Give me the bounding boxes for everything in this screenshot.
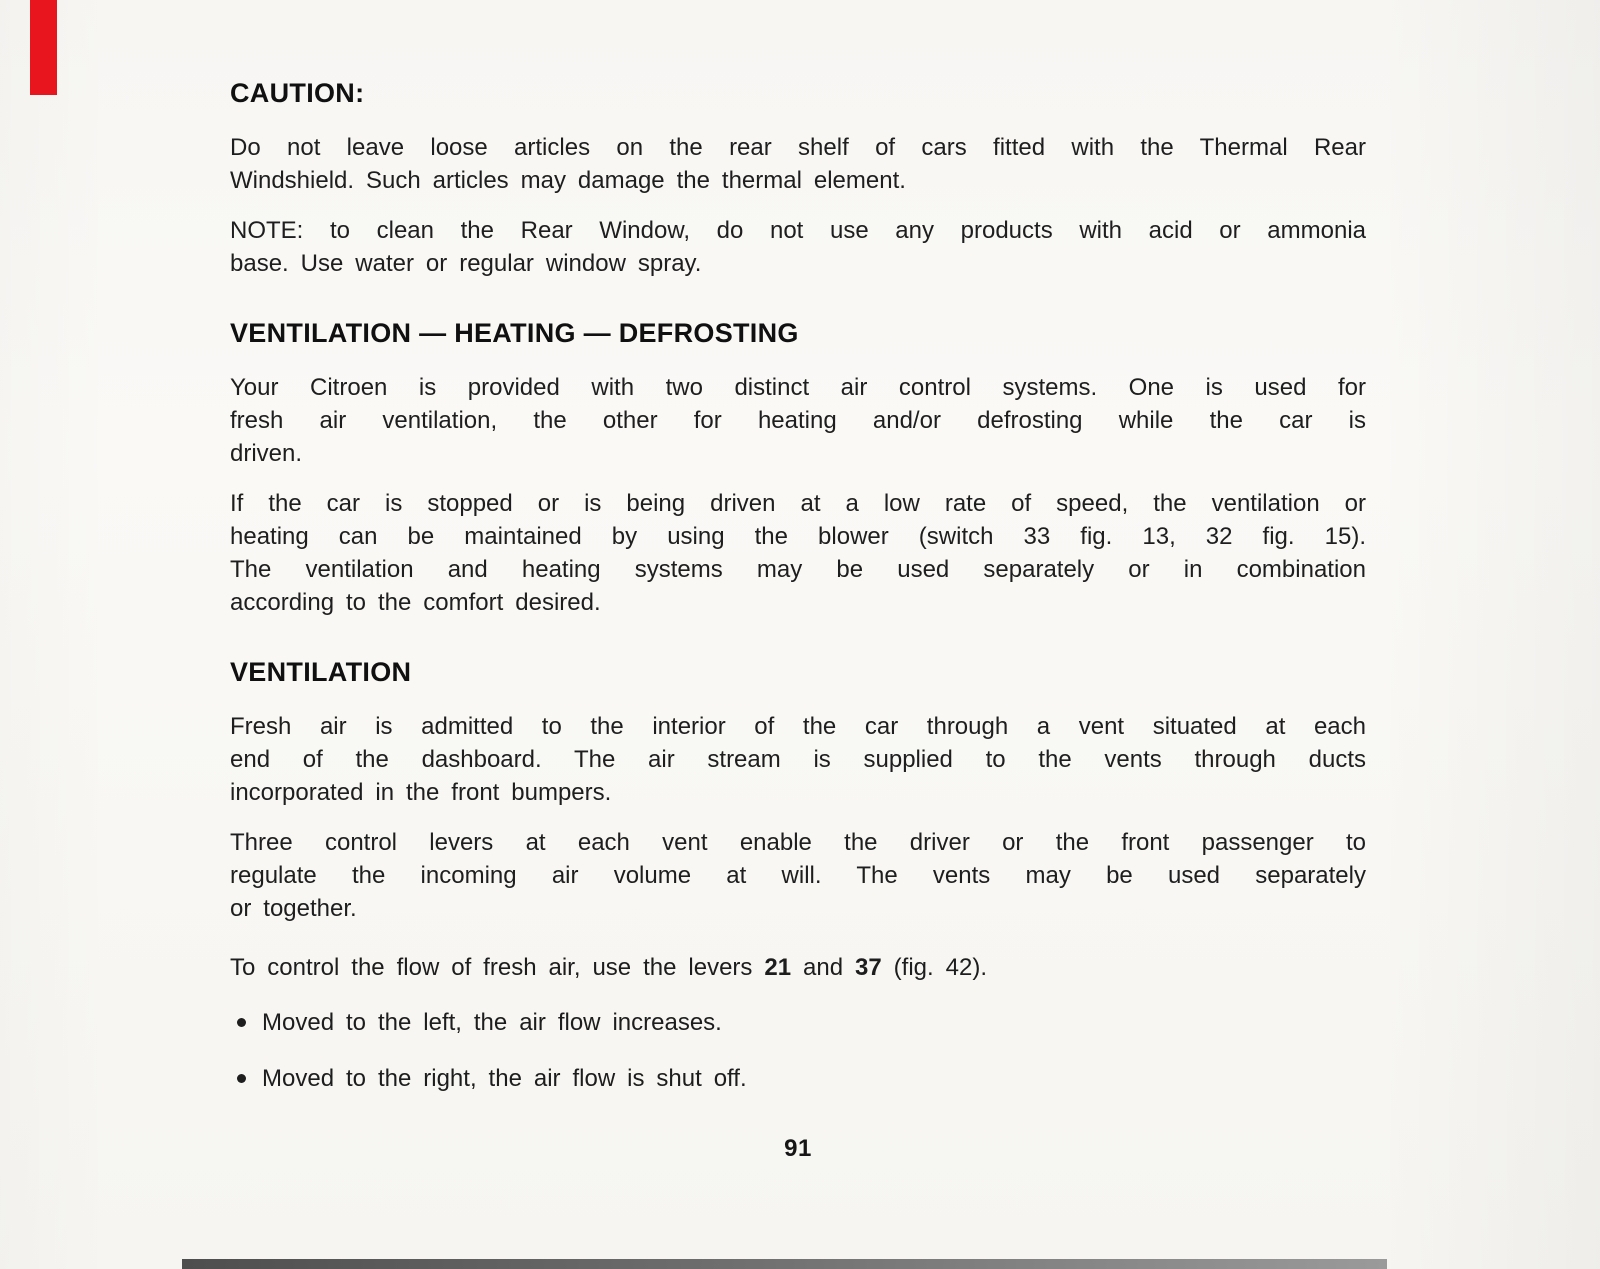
paragraph xyxy=(230,371,1366,470)
bullet-dot-icon xyxy=(237,1074,246,1083)
paragraph xyxy=(230,826,1366,925)
text-segment: To control the flow of fresh air, use the levers xyxy=(230,954,765,981)
bullet-text: Moved to the left, the air flow increases. xyxy=(262,1009,722,1036)
section-ventilation-heating-defrosting xyxy=(230,318,1366,619)
bullet-list xyxy=(230,1006,1366,1095)
paragraph xyxy=(230,214,1366,280)
bullet-text: Moved to the right, the air flow is shut off. xyxy=(262,1065,747,1092)
text-line: base. Use water or regular window spray. xyxy=(230,250,702,277)
page-bottom-edge xyxy=(182,1259,1387,1269)
text-line: fresh air ventilation, the other for heating and/or defrosting while the car is xyxy=(230,407,1366,434)
text-line: according to the comfort desired. xyxy=(230,589,601,616)
paragraph xyxy=(230,710,1366,809)
lever-number-37: 37 xyxy=(855,954,882,981)
text-line: Fresh air is admitted to the interior of the car through a vent situated at each xyxy=(230,713,1366,740)
section-ventilation xyxy=(230,657,1366,1163)
section-caution xyxy=(230,78,1366,280)
text-segment: (fig. 42). xyxy=(881,954,987,981)
red-index-tab xyxy=(30,0,57,95)
bullet-dot-icon xyxy=(237,1018,246,1027)
page-content xyxy=(230,78,1366,1163)
text-line: end of the dashboard. The air stream is supplied to the vents through ducts xyxy=(230,746,1366,773)
text-line: driven. xyxy=(230,440,303,467)
text-line: Do not leave loose articles on the rear shelf of cars fitted with the Thermal Rear xyxy=(230,134,1366,161)
text-line: or together. xyxy=(230,895,357,922)
ventilation-heading: VENTILATION xyxy=(230,657,412,687)
text-line: The ventilation and heating systems may be used separately or in combination xyxy=(230,556,1366,583)
text-line: If the car is stopped or is being driven at a low rate of speed, the ventilation or xyxy=(230,490,1366,517)
ventilation-heating-defrosting-heading: VENTILATION — HEATING — DEFROSTING xyxy=(230,318,799,348)
list-item xyxy=(230,1006,1366,1039)
list-item xyxy=(230,1062,1366,1095)
text-line: Windshield. Such articles may damage the thermal element. xyxy=(230,167,906,194)
lever-control-instruction xyxy=(230,951,1366,984)
text-line: heating can be maintained by using the blower (switch 33 fig. 13, 32 fig. 15). xyxy=(230,523,1366,550)
text-line: incorporated in the front bumpers. xyxy=(230,779,612,806)
paragraph xyxy=(230,131,1366,197)
text-segment: and xyxy=(791,954,856,981)
lever-number-21: 21 xyxy=(764,954,792,981)
paragraph xyxy=(230,487,1366,619)
text-line: Three control levers at each vent enable the driver or the front passenger to xyxy=(230,829,1366,856)
text-line: NOTE: to clean the Rear Window, do not use any products with acid or ammonia xyxy=(230,217,1366,244)
caution-heading: CAUTION: xyxy=(230,78,365,108)
page-number: 91 xyxy=(784,1135,812,1162)
text-line: Your Citroen is provided with two distinct air control systems. One is used for xyxy=(230,374,1366,401)
text-line: regulate the incoming air volume at will. The vents may be used separately xyxy=(230,862,1366,889)
